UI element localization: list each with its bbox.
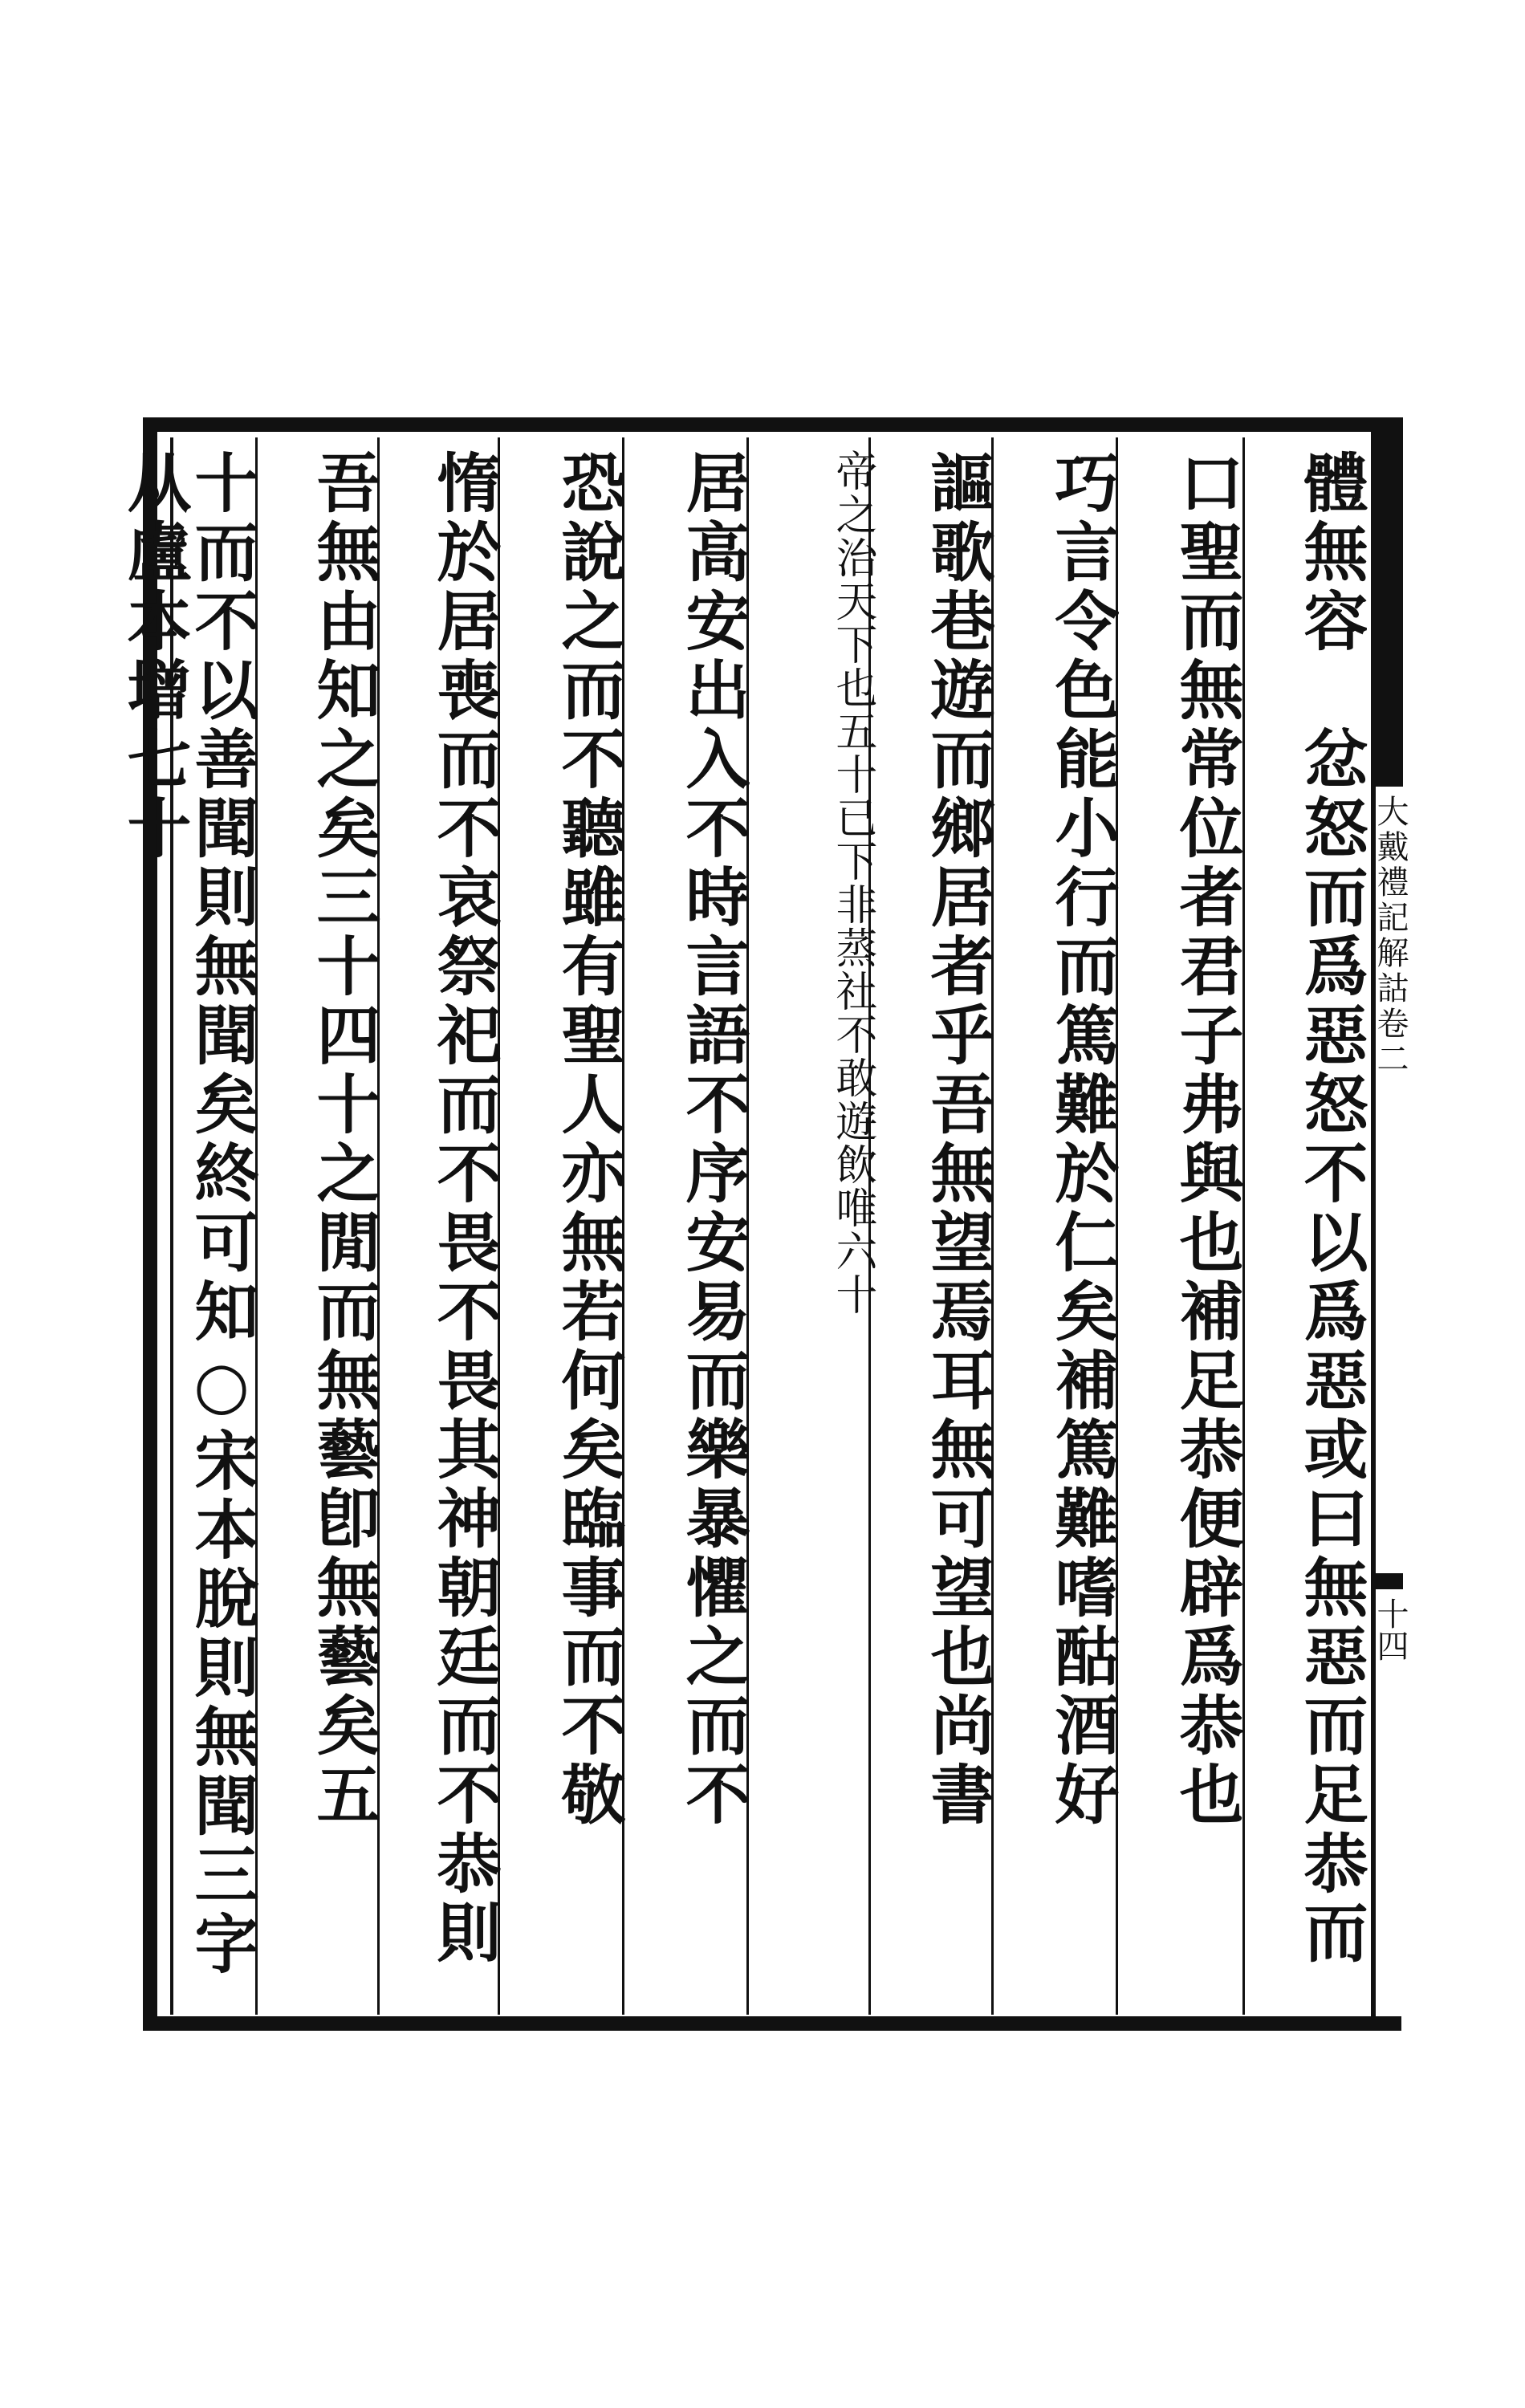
text-column-10 (116, 449, 259, 2015)
column-text: 謳歌巷遊而鄉居者乎吾無望焉耳無可望也尚書 (920, 449, 995, 1830)
text-column-7 (526, 449, 626, 2015)
fish-tail-mark-lower (1374, 1573, 1403, 1589)
text-column-5-annotation (772, 449, 876, 2015)
text-column-1 (1268, 449, 1368, 2015)
fish-tail-mark (1374, 417, 1403, 787)
text-column-9 (281, 449, 381, 2015)
text-column-4 (895, 449, 995, 2015)
column-text: 體無容 忿怒而爲惡怒不以爲惡或曰無惡而足恭而 (1293, 449, 1368, 1968)
column-text: 十而不以善聞則無聞矣終可知○宋本脫則無聞三字从盧本增七十 (116, 449, 259, 1979)
text-column-8 (401, 449, 502, 2015)
column-text: 惰於居喪而不哀祭祀而不畏不畏其神朝廷而不恭則 (426, 449, 502, 1968)
fore-edge-page-number: 十四 (1372, 1597, 1409, 1662)
column-text: 帝之治天下也五十已下非蒸社不敢遊飲唯六十 (828, 449, 876, 1316)
column-text: 吾無由知之矣三十四十之閒而無藝卽無藝矣五 (306, 449, 381, 1830)
column-text: 居高安出入不時言語不序安易而樂暴懼之而不 (675, 449, 750, 1830)
text-column-2 (1144, 449, 1244, 2015)
column-text: 巧言令色能小行而篤難於仁矣補篤難嗜酤酒好 (1044, 449, 1120, 1830)
text-column-3 (1019, 449, 1120, 2015)
text-column-6 (650, 449, 750, 2015)
column-text: 口聖而無常位者君子弗與也補足恭便辟爲恭也 (1169, 449, 1244, 1830)
column-text: 恐說之而不聽雖有聖人亦無若何矣臨事而不敬 (551, 449, 626, 1830)
fore-edge-title: 大戴禮記解詁卷二 (1372, 795, 1409, 1077)
